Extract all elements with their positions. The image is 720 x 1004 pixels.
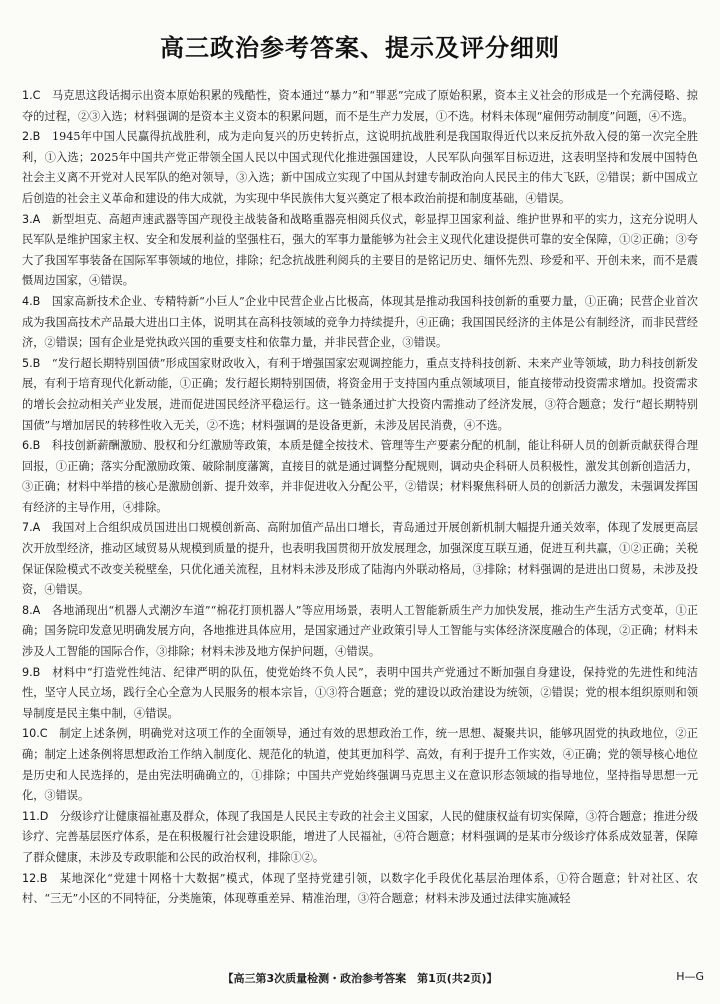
item-text: 各地涌现出“机器人式潮汐车道”“棉花打顶机器人”等应用场景，表明人工智能新质生产力加快发展，推动生产生活方式变革，①正确；国务院印发意见明确发展方向，各地推进具体应用，是国家通过产业政策引导人工智能与实体经济深度融合的体现，②正确；材料未涉及人工智能的国际合作，③排除；材料未涉及地方保护问题，④错误。 [22,603,698,659]
answer-item [22,86,698,127]
answer-item [22,127,698,209]
item-number: 10.C [22,727,48,741]
item-text: 国家高新技术企业、专精特新“小巨人”企业中民营企业占比极高，体现其是推动我国科技创新的重要力量，①正确；民营企业首次成为我国高技术产品最大进出口主体，说明其在高科技领域的竞争力持续提升，④正确；我国国民经济的主体是公有制经济，而非民营经济，②错误；国有企业是党执政兴国的重要支柱和依靠力量，并非民营企业，③错误。 [22,294,698,350]
footer-caption: 【高三第3次质量检测・政治参考答案 第1页(共2页)】 [222,972,498,985]
item-number: 7.A [22,521,41,535]
footer-code: H—G [676,970,704,983]
item-number: 9.B [22,665,41,679]
answer-item [22,292,698,354]
answer-item [22,436,698,518]
item-text: 材料中“打造党性纯洁、纪律严明的队伍，使党始终不负人民”，表明中国共产党通过不断加强自身建设，保持党的先进性和纯洁性，坚守人民立场，践行全心全意为人民服务的根本宗旨，①③符合题意；党的建设以政治建设为统领，②错误；党的根本组织原则和领导制度是民主集中制，④错误。 [22,665,698,720]
item-text: “发行超长期特别国债”形成国家财政收入，有利于增强国家宏观调控能力，重点支持科技创新、未来产业等领域，助力科技创新发展，有利于培育现代化新动能，①正确；发行超长期特别国债，将资金用于支持国内重点领域项目，能直接带动投资需求增加。投资需求的增长会拉动相关产业发展，进而促进国民经济平稳运行。这一链条通过扩大投资内需推动了经济发展，③符合题意；发行“超长期特别国债”与增加居民的转移性收入无关，②不选；材料强调的是设备更新，未涉及居民消费，④不选。 [22,356,698,432]
item-number: 3.A [22,212,41,226]
answer-item [22,354,698,436]
item-text: 分级诊疗让健康福祉惠及群众，体现了我国是人民民主专政的社会主义国家，人民的健康权益有切实保障，③符合题意；推进分级诊疗、完善基层医疗体系，是在积极履行社会建设职能，增进了人民福祉，④符合题意；材料强调的是某市分级诊疗体系成效显著，保障了群众健康，未涉及专政职能和公民的政治权利，排除①②。 [22,809,698,864]
answer-item [22,210,698,292]
answer-item [22,663,698,725]
item-number: 12.B [22,871,48,885]
item-text: 我国对上合组织成员国进出口规模创新高、高附加值产品出口增长，青岛通过开展创新机制大幅提升通关效率，体现了发展更高层次开放型经济，推动区域贸易从规模到质量的提升，也表明我国贯彻开放发展理念，加强深度互联互通，促进互利共赢，①②正确；关税保证保险模式不改变关税壁垒，只优化通关流程，且材料未涉及形成了陆海内外联动格局，③排除；材料强调的是进出口贸易，未涉及投资，④错误。 [22,521,698,597]
answer-item [22,518,698,600]
item-number: 2.B [22,130,41,144]
item-text: 新型坦克、高超声速武器等国产现役主战装备和战略重器亮相阅兵仪式，彰显捍卫国家利益、维护世界和平的实力，这充分说明人民军队是维护国家主权、安全和发展利益的坚强柱石，强大的军事力量能够为社会主义现代化建设提供可靠的安全保障，①②正确；③夸大了我国军事装备在国际军事领域的地位，排除；纪念抗战胜利阅兵的主要目的是铭记历史、缅怀先烈、珍爱和平、开创未来，而不是震慑周边国家，④错误。 [22,212,698,288]
item-number: 6.B [22,439,41,453]
item-number: 1.C [22,89,41,102]
item-number: 5.B [22,356,41,370]
item-number: 4.B [22,294,41,308]
answer-item [22,601,698,663]
answer-list [22,86,698,910]
item-text: 某地深化“党建十网格十大数据”模式，体现了坚持党建引领，以数字化手段优化基层治理体系，①符合题意；针对社区、农村、“三无”小区的不同特征，分类施策，体现尊重差异、精准治理，③符合题意；材料未涉及通过法律实施减轻 [22,871,698,906]
item-number: 11.D [22,809,49,823]
page-footer [0,970,720,992]
item-text: 马克思这段话揭示出资本原始积累的残酷性，资本通过“暴力”和“罪恶”完成了原始积累，资本主义社会的形成是一个充满侵略、掠夺的过程，②③入选；材料强调的是资本主义资本的积累问题，而不是生产力发展，①不选。材料未体现“雇佣劳动制度”问题，④不选。 [22,89,698,123]
page-title: 高三政治参考答案、提示及评分细则 [160,34,560,62]
item-text: 科技创新薪酬激励、股权和分红激励等政策，本质是健全按技术、管理等生产要素分配的机制，能让科研人员的创新贡献获得合理回报，①正确；落实分配激励政策、破除制度藩篱，直接目的就是通过调整分配规则，调动央企科研人员积极性，激发其创新创造活力，③正确；材料中举措的核心是激励创新、提升效率，并非促进收入分配公平，②错误；材料聚焦科研人员的创新活力激发，未强调发挥国有经济的主导作用，④排除。 [22,439,698,514]
item-number: 8.A [22,603,41,617]
item-text: 1945年中国人民赢得抗战胜利，成为走向复兴的历史转折点，这说明抗战胜利是我国取得近代以来反抗外敌入侵的第一次完全胜利，①入选；2025年中国共产党正带领全国人民以中国式现代化推进强国建设，人民军队向强军目标迈进，这表明坚持和发展中国特色社会主义离不开党对人民军队的绝对领导，③入选；新中国成立实现了中国从封建专制政治向人民民主的伟大飞跃，②错误；新中国成立后创造的社会主义革命和建设的伟大成就，为实现中华民族伟大复兴奠定了根本政治前提和制度基础，④错误。 [22,130,698,205]
answer-item [22,724,698,806]
answer-item [22,869,698,910]
answer-item [22,807,698,869]
item-text: 制定上述条例，明确党对这项工作的全面领导，通过有效的思想政治工作，统一思想、凝聚共识，能够巩固党的执政地位，②正确；制定上述条例将思想政治工作纳入制度化、规范化的轨道，使其更加科学、高效，有利于提升工作实效，④正确；党的领导核心地位是历史和人民选择的，是由宪法明确确立的，①排除；中国共产党始终强调马克思主义在意识形态领域的指导地位，坚持指导思想一元化，③错误。 [22,727,698,803]
